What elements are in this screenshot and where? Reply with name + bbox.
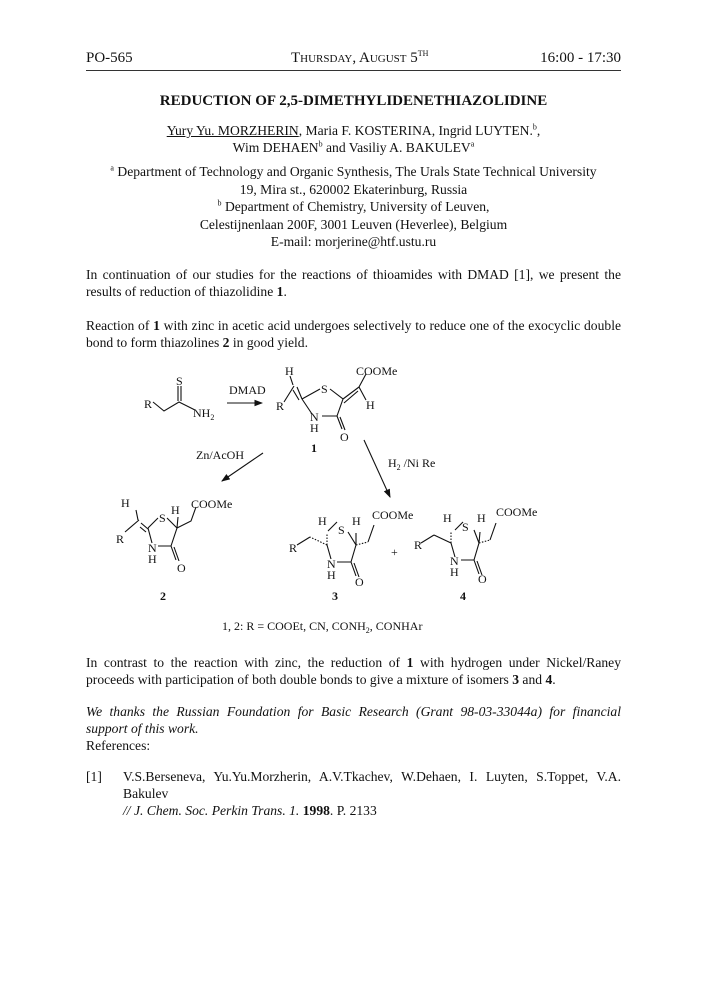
atom-H: H	[171, 503, 180, 517]
atom-S: S	[159, 511, 166, 525]
atom-N: N	[450, 554, 459, 568]
plus-sign: +	[391, 545, 398, 559]
atom-N: N	[310, 410, 319, 424]
reference-number: [1]	[86, 769, 102, 784]
atom-N: N	[148, 541, 157, 555]
reagent-zn-acoh: Zn/AcOH	[196, 448, 244, 462]
atom-H: H	[366, 398, 375, 412]
atom-O: O	[478, 572, 487, 586]
author: and Vasiliy A. BAKULEV	[322, 140, 471, 155]
reagent-dmad: DMAD	[229, 383, 266, 397]
reference-item	[86, 768, 621, 819]
affiliation-b: Department of Chemistry, University of Leuven,	[221, 199, 490, 214]
atom-H: H	[443, 511, 452, 525]
atom-H: H	[148, 552, 157, 566]
atom-O: O	[355, 575, 364, 589]
sup: b	[318, 139, 323, 149]
atom-R: R	[414, 538, 423, 552]
authors-text: , Maria F. KOSTERINA, Ingrid LUYTEN.	[298, 123, 533, 138]
affiliation-b-address: Celestijnenlaan 200F, 3001 Leuven (Heverlee), Belgium	[199, 216, 508, 232]
atom-R: R	[276, 399, 285, 413]
sup: b	[217, 198, 222, 208]
email[interactable]: E-mail: morjerine@htf.ustu.ru	[270, 234, 437, 249]
reference-text: V.S.Berseneva, Yu.Yu.Morzherin, A.V.Tkachev, W.Dehaen, I. Luyten, S.Toppet, V.A. Bakulev // J. Chem. Soc. Perkin Trans. 1. 1998. P. 2133	[123, 769, 621, 818]
affiliation-a: Department of Technology and Organic Synthesis, The Urals State Technical University	[113, 164, 597, 179]
atom-H: H	[352, 514, 361, 528]
reagent-h2-ni: $H_2$ /Ni Re	[388, 456, 436, 472]
compound-4-label: 4	[460, 589, 466, 603]
atom-H: H	[318, 514, 327, 528]
atom-R: R	[116, 532, 125, 546]
intro-paragraph: In continuation of our studies for the reactions of thioamides with DMAD [1], we present the results of reduction of thiazolidine 1.	[86, 267, 621, 299]
atom-R: R	[289, 541, 298, 555]
presenting-author: Yury Yu. MORZHERIN	[166, 123, 299, 138]
paper-title: REDUCTION OF 2,5-DIMETHYLIDENETHIAZOLIDINE	[159, 93, 548, 109]
affiliation-a-address: 19, Mira st., 620002 Ekaterinburg, Russia	[239, 181, 468, 197]
sup: b	[532, 122, 537, 132]
comma: ,	[536, 123, 541, 138]
sup: a	[110, 163, 114, 173]
compound-2-label: 2	[160, 589, 166, 603]
atom-O: O	[340, 430, 349, 444]
atom-O: O	[177, 561, 186, 575]
day-text: Thursday, August 5	[291, 50, 418, 66]
reaction-paragraph: Reaction of 1 with zinc in acetic acid undergoes selectively to reduce one of the exocyclic double bond to form thiazolines 2 in good yield.	[86, 318, 622, 350]
day-sup: TH	[417, 49, 429, 58]
atom-H: H	[477, 511, 486, 525]
compound-1-label: 1	[311, 441, 317, 455]
compound-3-label: 3	[332, 589, 338, 603]
atom-H: H	[285, 364, 294, 378]
group-COOMe: COOMe	[356, 364, 398, 378]
atom-H: H	[327, 568, 336, 582]
group-COOMe: COOMe	[496, 505, 538, 519]
acknowledgement: We thanks the Russian Foundation for Basic Research (Grant 98-03-33044a) for financial support of this work.	[86, 704, 621, 736]
atom-H: H	[450, 565, 459, 579]
session-time: 16:00 - 17:30	[540, 50, 621, 66]
poster-code: PO-565	[86, 50, 133, 66]
atom-S: S	[176, 374, 183, 388]
atom-S: S	[338, 523, 345, 537]
sup: a	[470, 139, 475, 149]
atom-R: R	[144, 397, 153, 411]
atom-S: S	[321, 382, 328, 396]
atom-H: H	[310, 421, 319, 435]
group-COOMe: COOMe	[191, 497, 233, 511]
atom-NH2: $NH_2$	[193, 406, 215, 422]
author: Wim DEHAEN	[232, 140, 319, 155]
atom-N: N	[327, 557, 336, 571]
atom-S: S	[462, 520, 469, 534]
references-heading: References:	[86, 738, 151, 753]
substituent-legend: 1, 2: R = COOEt, CN, $CONH_2$, CONHAr	[222, 619, 423, 635]
atom-H: H	[121, 496, 130, 510]
group-COOMe: COOMe	[372, 508, 414, 522]
contrast-paragraph: In contrast to the reaction with zinc, the reduction of 1 with hydrogen under Nickel/Raney proceeds with participation of both double bonds to give a mixture of isomers 3 and 4.	[86, 655, 621, 687]
